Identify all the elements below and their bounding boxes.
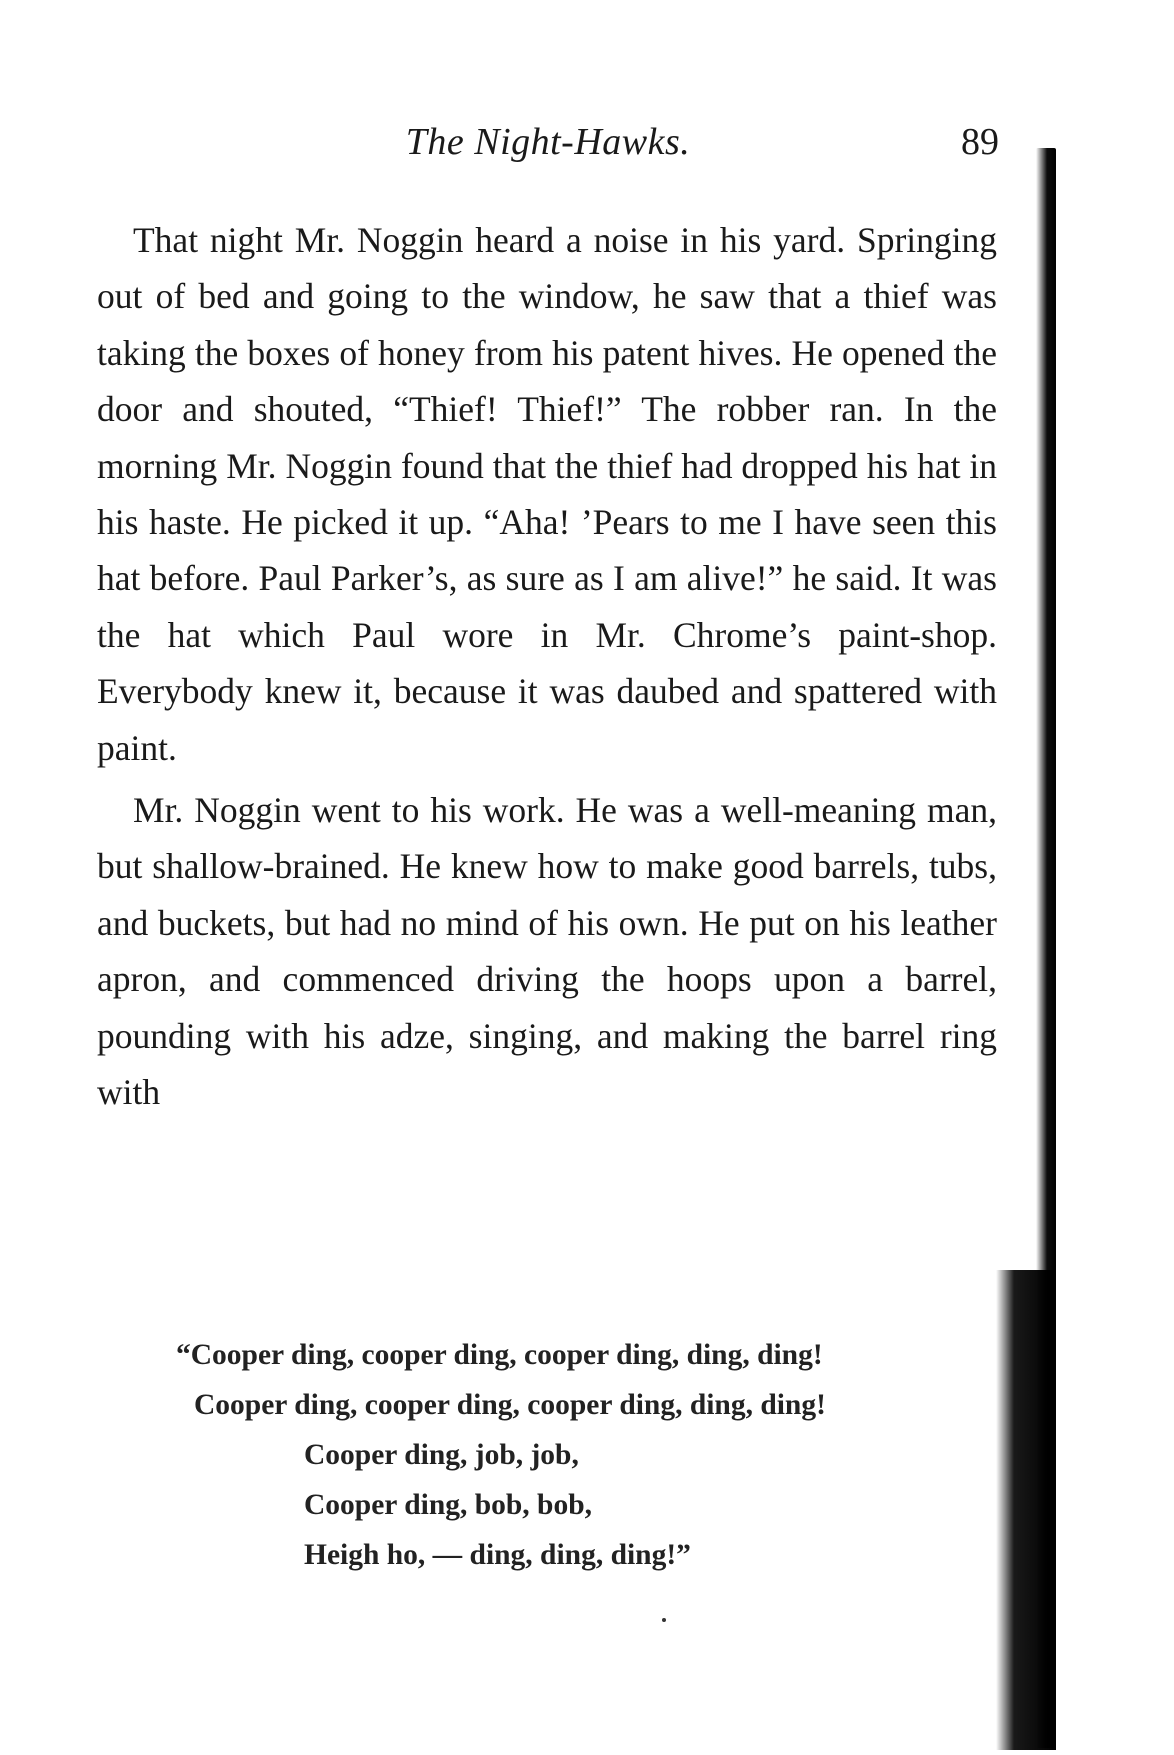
- body-text: [97, 212, 997, 1121]
- verse-line: Heigh ho, — ding, ding, ding!”: [304, 1539, 691, 1571]
- song-verse: [176, 1330, 936, 1580]
- verse-line: Cooper ding, job, job,: [304, 1439, 579, 1471]
- paragraph: Mr. Noggin went to his work. He was a well-meaning man, but shallow-brained. He knew how to make good barrels, tubs, and buckets, but had no mind of his own. He put on his leather apron, and commenced driving the hoops upon a barrel, pounding with his adze, singing, and making the barrel ring with: [97, 790, 997, 1113]
- verse-line: Cooper ding, bob, bob,: [304, 1489, 592, 1521]
- page-header: [97, 120, 999, 180]
- print-speck: [662, 1618, 666, 1622]
- page-edge-shadow-lower: [996, 1270, 1056, 1750]
- paragraph: That night Mr. Noggin heard a noise in his yard. Springing out of bed and going to the window, he saw that a thief was taking the boxes of honey from his patent hives. He opened the door and shouted, “Thief! Thief!” The robber ran. In the morning Mr. Noggin found that the thief had dropped his hat in his haste. He picked it up. “Aha! ’Pears to me I have seen this hat before. Paul Parker’s, as sure as I am alive!” he said. It was the hat which Paul wore in Mr. Chrome’s paint-shop. Everybody knew it, because it was daubed and spattered with paint.: [97, 220, 997, 768]
- running-title: The Night-Hawks.: [405, 121, 691, 163]
- verse-line: Cooper ding, cooper ding, cooper ding, ding, ding!: [194, 1389, 826, 1421]
- verse-line: “Cooper ding, cooper ding, cooper ding, ding, ding!: [176, 1339, 823, 1371]
- page-number: 89: [961, 121, 999, 163]
